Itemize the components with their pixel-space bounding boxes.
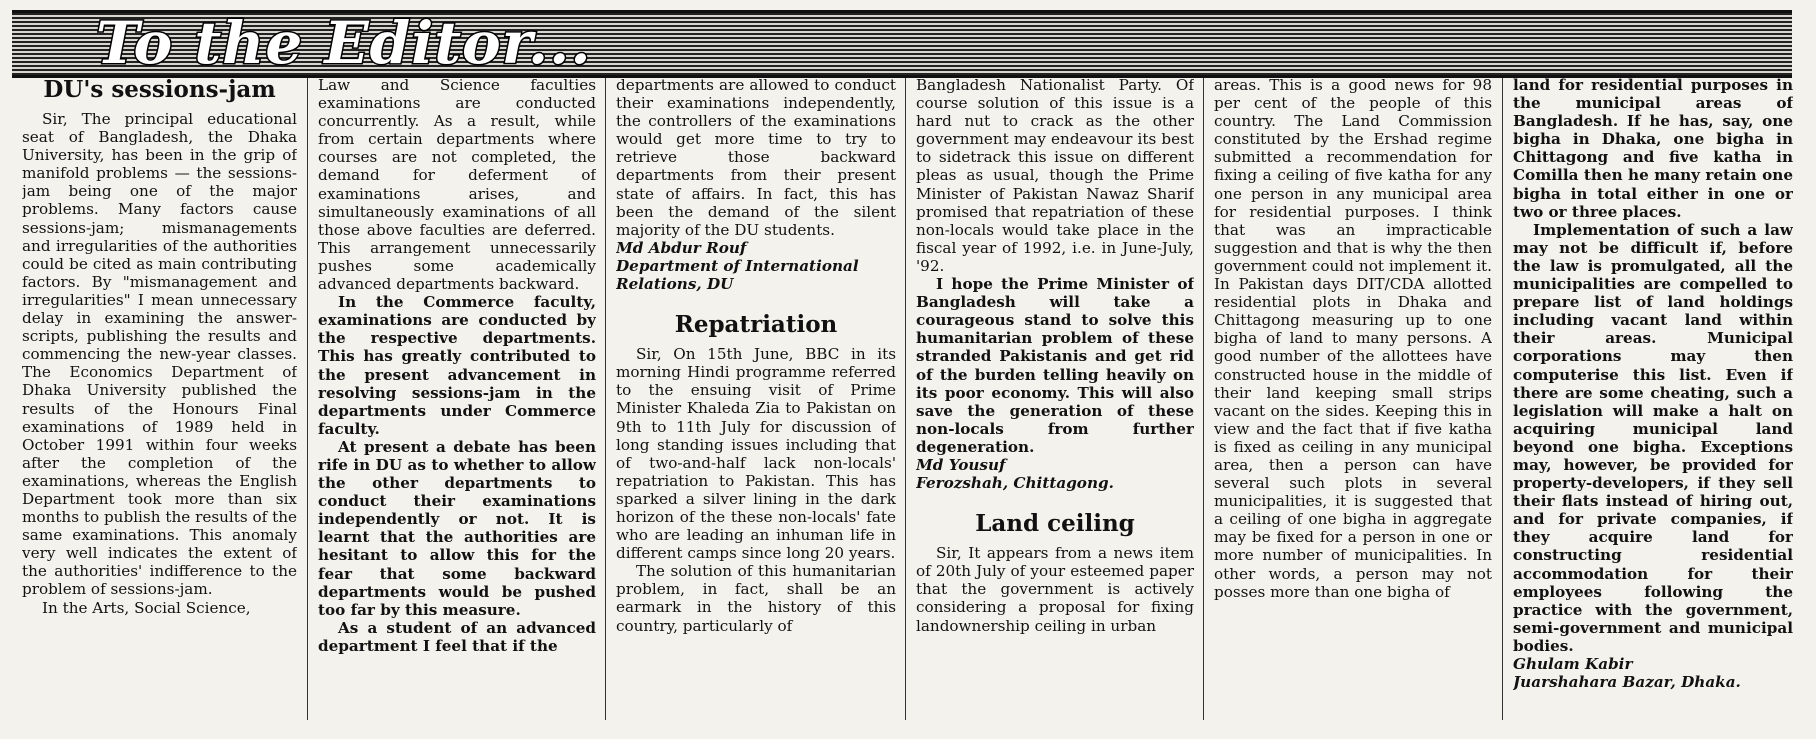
column-1	[22, 76, 297, 726]
signature-place: Department of International Relations, DU	[616, 256, 859, 294]
editorial-banner	[12, 10, 1792, 78]
letter-paragraph: Sir, On 15th June, BBC in its morning Hindi programme referred to the ensuing visit of Prime Minister Khaleda Zia to Pakistan on 9th to 11th July for discussion of long standing issues including that of two-and-half lack non-locals' repatriation to Pakistan. This has sparked a silver lining in the dark horizon of the these non-locals' fate who are leading an inhuman life in different camps since long 20 years.	[616, 345, 896, 563]
column-divider	[1502, 78, 1503, 720]
letter-paragraph: Sir, It appears from a news item of 20th July of your esteemed paper that the government is actively considering a proposal for fixing landownership ceiling in urban	[916, 544, 1194, 635]
letter-paragraph: At present a debate has been rife in DU as to whether to allow the other departments to conduct their examinations independently or not. It is learnt that the authorities are hesitant to allow this for the fear that some backward departments would be pushed too far by this measure.	[318, 437, 596, 619]
column-5	[1214, 76, 1492, 726]
signature-name: Md Yousuf	[916, 455, 1006, 474]
banner-title: To the Editor...	[96, 9, 592, 77]
letter-paragraph: departments are allowed to conduct their examinations independently, the controllers of the examinations would get more time to try to retrieve those backward departments from their present state of affairs. In fact, this has been the demand of the silent majority of the DU students.	[616, 76, 896, 239]
signature-place: Ferozshah, Chittagong.	[916, 474, 1114, 493]
letter-paragraph: In the Commerce faculty, examinations are conducted by the respective departments. This has greatly contributed to the present advancement in resolving sessions-jam in the departments under Commerce faculty.	[318, 293, 596, 438]
column-divider	[605, 78, 606, 720]
signature-name: Md Abdur Rouf	[616, 238, 747, 257]
letter-paragraph: I hope the Prime Minister of Bangladesh will take a courageous stand to solve this humanitarian problem of these stranded Pakistanis and get rid of the burden telling heavily on its poor economy. This will also save the generation of these non-locals from further degeneration.	[916, 275, 1194, 456]
column-4	[916, 76, 1194, 726]
letter-paragraph: Law and Science faculties examinations are conducted concurrently. As a result, while from certain departments where courses are not completed, the demand for deferment of examinations arises, and simultaneously examinations of all those above faculties are deferred. This arrangement unnecessarily pushes some academically advanced departments backward.	[318, 76, 596, 294]
letter-paragraph: land for residential purposes in the municipal areas of Bangladesh. If he has, say, one bigha in Dhaka, one bigha in Chittagong and five katha in Comilla then he many retain one bigha in total either in one or two or three places.	[1513, 76, 1793, 221]
signature-place: Juarshahara Bazar, Dhaka.	[1513, 673, 1741, 692]
column-6	[1513, 76, 1793, 726]
letter-paragraph: The solution of this humanitarian problem, in fact, shall be an earmark in the history of this country, particularly of	[616, 562, 896, 635]
letter-paragraph: Sir, The principal educational seat of Bangladesh, the Dhaka University, has been in the grip of manifold problems — the sessions-jam being one of the major problems. Many factors cause sessions-jam; mismanagements and irregularities of the authorities could be cited as main contributing factors. By "mismanagement and irregularities" I mean unnecessary delay in examining the answer-scripts, publishing the results and commencing the new-year classes. The Economics Department of Dhaka University published the results of the Honours Final examinations of 1989 held in October 1991 within four weeks after the completion of the examinations, whereas the English Department took more than six months to publish the results of the same examinations. This anomaly very well indicates the extent of the authorities' indifference to the problem of sessions-jam.	[22, 110, 297, 599]
column-divider	[1203, 78, 1204, 720]
letter-paragraph: Implementation of such a law may not be difficult if, before the law is promulgated, all the municipalities are compelled to prepare list of land holdings including vacant land within their areas. Municipal corporations may then computerise this list. Even if there are some cheating, such a legislation will make a halt on acquiring municipal land beyond one bigha. Exceptions may, however, be provided for property-developers, if they sell their flats instead of hiring out, and for private companies, if they acquire land for constructing residential accommodation for their employees following the practice with the government, semi-government and municipal bodies.	[1513, 220, 1793, 655]
letter-paragraph: areas. This is a good news for 98 per cent of the people of this country. The Land Commission constituted by the Ershad regime submitted a recommendation for fixing a ceiling of five katha for any one person in any municipal area for residential purposes. I think that was an impracticable suggestion and that is why the then government could not implement it. In Pakistan days DIT/CDA allotted residential plots in Dhaka and Chittagong measuring up to one bigha of land to many persons. A good number of the allottees have constructed house in the middle of their land keeping small strips vacant on the sides. Keeping this in view and the fact that if five katha is fixed as ceiling in any municipal area, then a person can have several such plots in several municipalities, it is suggested that a ceiling of one bigha in aggregate may be fixed for a person in one or more number of municipalities. In other words, a person may not posses more than one bigha of	[1214, 76, 1492, 601]
column-divider	[905, 78, 906, 720]
letter-paragraph: As a student of an advanced department I feel that if the	[318, 618, 596, 655]
letter-paragraph: Bangladesh Nationalist Party. Of course solution of this issue is a hard nut to crack as the other government may endeavour its best to sidetrack this issue on different pleas as usual, though the Prime Minister of Pakistan Nawaz Sharif promised that repatriation of these non-locals would take place in the fiscal year of 1992, i.e. in June-July, '92.	[916, 76, 1194, 275]
column-2	[318, 76, 596, 726]
signature-name: Ghulam Kabir	[1513, 655, 1633, 673]
headline-land-ceiling: Land ceiling	[975, 510, 1135, 538]
headline-sessions-jam: DU's sessions-jam	[43, 76, 276, 103]
headline-repatriation: Repatriation	[674, 311, 838, 339]
letter-paragraph: In the Arts, Social Science,	[42, 598, 251, 617]
column-divider	[307, 78, 308, 720]
column-3	[616, 76, 896, 726]
